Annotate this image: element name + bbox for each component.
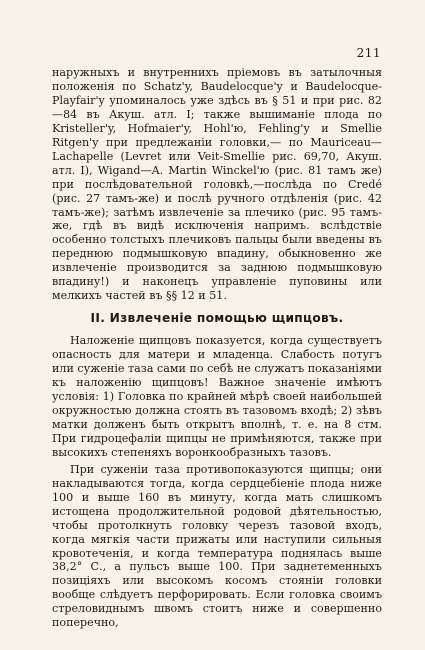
page-body xyxy=(52,66,382,630)
continuation-paragraph: наружныхъ и внутреннихъ пріемовъ въ затылочныя положенія по Schatz'y, Baudelocque'y и Baudelocque-Playfair'y упоминалось уже здѣсь въ § 51 и при рис. 82—84 въ Акуш. атл. I; также вышиманіе плода по Kristeller'y, Hofmaier'y, Hohl'ю, Fehling'y и Smellie Ritgen'y при предлежаніи головки,— по Mauriceau—Lachapelle (Levret или Veit-Smellie рис. 69,70, Акуш. атл. I), Wigand—A. Martin Winckel'ю (рис. 81 тамъ же) при послѣдовательной головкѣ,—послѣда по Credé (рис. 27 тамъ-же) и послѣ ручного отдѣленія (рис. 42 тамъ-же); затѣмъ извлеченіе за плечико (рис. 95 тамъ-же, гдѣ въ видѣ исключенія напримъ. вслѣдствіе особенно толстыхъ плечиковъ пальцы были введены въ переднюю подмышковую впадину, обыкновенно же извлеченіе производится за заднюю подмышковую впадину!) и наконецъ управленіе пуповины или мелкихъ частей въ §§ 12 и 51. xyxy=(52,66,382,303)
section-heading: II. Извлеченіе помощью щипцовъ. xyxy=(90,311,344,326)
paragraph-indications: Наложеніе щипцовъ показуется, когда существуетъ опасность для матери и младенца. Слабость потугъ или суженіе таза сами по себѣ не служатъ показаніями къ наложенію щипцовъ! Важное значеніе имѣютъ условія: 1) Головка по крайней мѣрѣ своей наибольшей окружностью должна стоять въ тазовомъ входѣ; 2) зѣвъ матки долженъ быть открытъ вполнѣ, т. е. на 8 стм. При гидроцефаліи щипцы не примѣняются, также при высокихъ степеняхъ воронкообразныхъ тазовъ. xyxy=(52,334,382,459)
page-number: 211 xyxy=(356,46,381,60)
paragraph-contraindications: При суженіи таза противопоказуются щипцы; они накладываются тогда, когда сердцебіеніе плода ниже 100 и выше 160 въ минуту, когда мать слишкомъ истощена продолжительной родовой дѣятельностью, чтобы протолкнуть головку черезъ тазовой входъ, когда мягкія части прижаты или наступили сильныя кровотеченія, и когда температура поднялась выше 38,2° С., а пульсъ выше 100. При заднетеменныхъ позиціяхъ или высокомъ косомъ стояніи головки вообще слѣдуетъ перфорировать. Если головка своимъ стреловиднымъ швомъ стоитъ ниже и совершенно поперечно, xyxy=(52,462,382,630)
